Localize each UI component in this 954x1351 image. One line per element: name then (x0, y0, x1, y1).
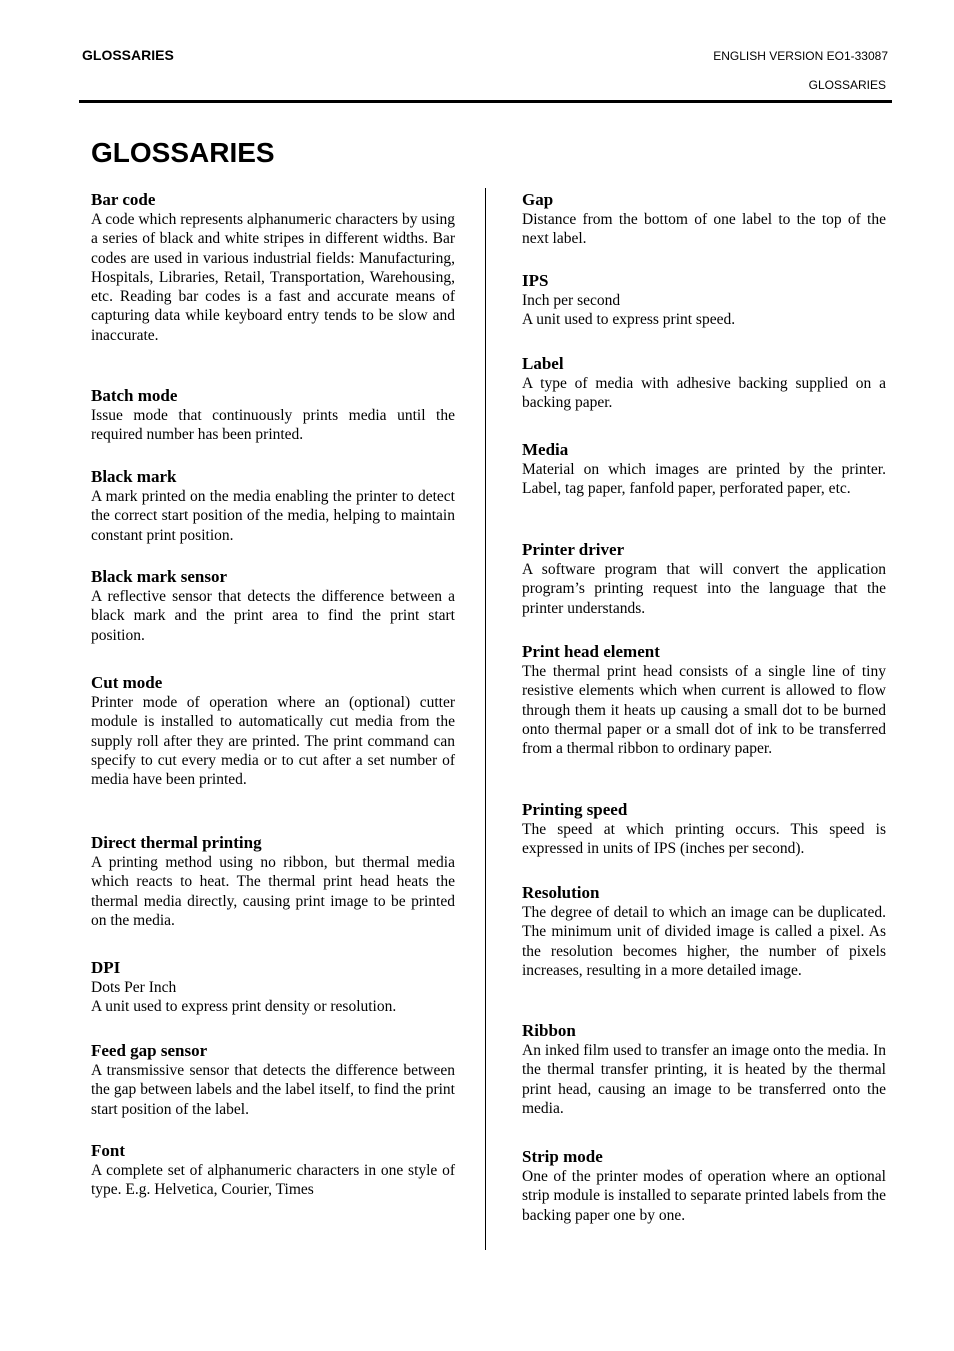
glossary-entry (91, 1140, 455, 1200)
glossary-definition: One of the printer modes of operation where an optional strip module is installed to separate printed labels from the backing paper one by one. (522, 1168, 886, 1224)
column-divider (485, 188, 486, 1250)
glossary-entry (91, 957, 455, 1017)
glossary-definition: A complete set of alphanumeric characters in one style of type. E.g. Helvetica, Courier, Times (91, 1162, 455, 1199)
glossary-definition: A type of media with adhesive backing supplied on a backing paper. (522, 375, 886, 412)
glossary-term: Black mark sensor (91, 567, 227, 586)
glossary-term: Printing speed (522, 800, 628, 819)
glossary-definition: Issue mode that continuously prints media until the required number has been printed. (91, 407, 455, 444)
glossary-definition: The speed at which printing occurs. This speed is expressed in units of IPS (inches per second). (522, 821, 886, 858)
glossary-entry (91, 832, 455, 930)
glossary-definition: Printer mode of operation where an (optional) cutter module is installed to automatically cut media from the supply roll after they are printed. The print command can specify to cut every media or to cut after a set number of media have been printed. (91, 694, 455, 789)
glossary-definition: A transmissive sensor that detects the difference between the gap between labels and the label itself, to find the print start position of the label. (91, 1062, 455, 1118)
glossary-entry (522, 353, 886, 413)
glossary-term: Black mark (91, 467, 177, 486)
glossary-entry (91, 385, 455, 445)
glossary-definition: Dots Per Inch A unit used to express print density or resolution. (91, 979, 397, 1016)
glossary-entry (522, 641, 886, 758)
page-title: GLOSSARIES (91, 137, 275, 168)
glossary-entry (91, 466, 455, 545)
glossary-definition: A code which represents alphanumeric characters by using a series of black and white stripes in different widths. Bar codes are used in various industrial fields: Manufacturing, Hospitals, Libraries, Retail, Transportation, Warehousing, etc. Reading bar codes is a fast and accurate means of capturing data while keyboard entry tends to be slow and inaccurate. (91, 211, 455, 344)
glossary-entry (91, 189, 455, 345)
glossary-definition: A mark printed on the media enabling the printer to detect the correct start position of the media, helping to maintain constant print position. (91, 488, 455, 544)
glossary-entry (522, 799, 886, 859)
glossary-term: Batch mode (91, 386, 178, 405)
glossary-entry (91, 1040, 455, 1119)
glossary-definition: Distance from the bottom of one label to the top of the next label. (522, 211, 886, 248)
glossary-entry (522, 189, 886, 249)
glossary-term: Ribbon (522, 1021, 576, 1040)
header-rule (79, 100, 892, 103)
glossary-entry (522, 270, 886, 330)
glossary-definition: Material on which images are printed by the printer. Label, tag paper, fanfold paper, perforated paper, etc. (522, 461, 886, 498)
glossary-term: IPS (522, 271, 549, 290)
glossary-term: Font (91, 1141, 125, 1160)
header-section-right: GLOSSARIES (808, 78, 886, 92)
glossary-definition: An inked film used to transfer an image onto the media. In the thermal transfer printing, it is heated by the thermal print head, causing an image to be transferred onto the media. (522, 1042, 886, 1117)
header-section-label: GLOSSARIES (82, 47, 174, 63)
glossary-term: Cut mode (91, 673, 163, 692)
glossary-entry (522, 439, 886, 499)
glossary-term: Print head element (522, 642, 660, 661)
glossary-term: Media (522, 440, 569, 459)
glossary-entry (522, 1146, 886, 1225)
glossary-entry (91, 672, 455, 789)
glossary-entry (522, 882, 886, 980)
glossary-entry (91, 566, 455, 645)
glossary-definition: The degree of detail to which an image can be duplicated. The minimum unit of divided image is called a pixel. As the resolution becomes higher, the number of pixels increases, resulting in a more detailed image. (522, 904, 886, 979)
glossary-entry (522, 539, 886, 618)
glossary-term: Strip mode (522, 1147, 603, 1166)
glossary-term: Label (522, 354, 564, 373)
glossary-term: Resolution (522, 883, 600, 902)
glossary-term: Feed gap sensor (91, 1041, 208, 1060)
glossary-entry (522, 1020, 886, 1118)
glossary-term: DPI (91, 958, 121, 977)
header-version: ENGLISH VERSION EO1-33087 (713, 49, 888, 63)
glossary-term: Gap (522, 190, 554, 209)
glossary-definition: The thermal print head consists of a single line of tiny resistive elements which when current is allowed to flow through them it heats up causing a small dot to be burned onto thermal paper or a small dot of ink to be transferred from a thermal ribbon to ordinary paper. (522, 663, 886, 758)
glossary-definition: A printing method using no ribbon, but thermal media which reacts to heat. The thermal print head heats the thermal media directly, causing print image to be printed on the media. (91, 854, 455, 929)
glossary-definition: A software program that will convert the application program’s printing request into the language that the printer understands. (522, 561, 886, 617)
glossary-definition: Inch per second A unit used to express print speed. (522, 292, 736, 329)
glossary-term: Bar code (91, 190, 156, 209)
glossary-term: Direct thermal printing (91, 833, 262, 852)
glossary-definition: A reflective sensor that detects the difference between a black mark and the print area to find the print start position. (91, 588, 455, 644)
glossary-term: Printer driver (522, 540, 625, 559)
